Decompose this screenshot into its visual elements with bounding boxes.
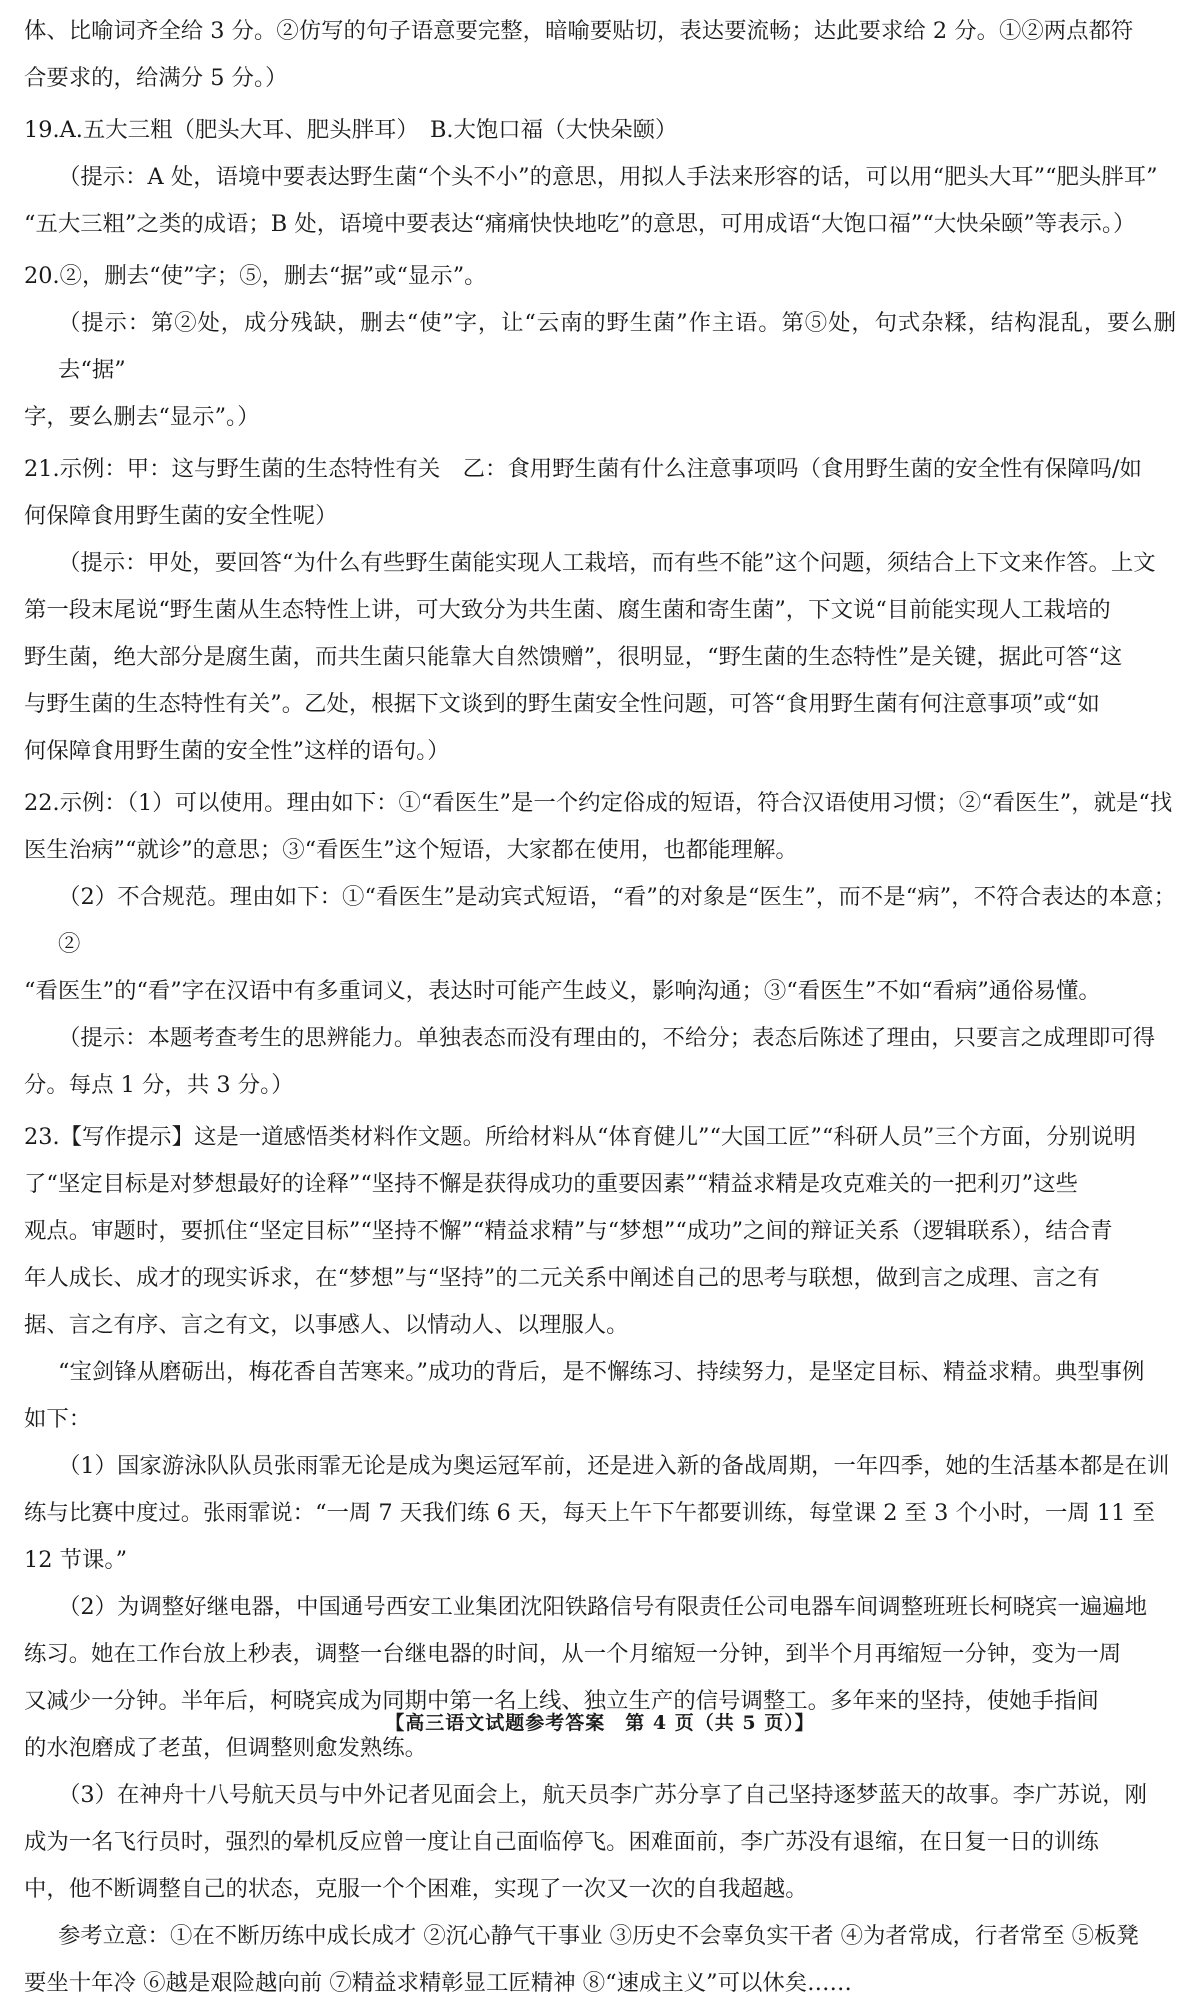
text-line: 12 节课。” xyxy=(24,1547,128,1573)
text-line: 练习。她在工作台放上秒表，调整一台继电器的时间，从一个月缩短一分钟，到半个月再缩短一分钟，变为一周 xyxy=(24,1641,1122,1667)
text-line: 合要求的，给满分 5 分。） xyxy=(24,65,288,91)
answer-22: 22.示例：（1）可以使用。理由如下：①“看医生”是一个约定俗成的短语，符合汉语使用习惯；②“看医生”，就是“找 xyxy=(24,790,1173,816)
text-line: 字，要么删去“显示”。） xyxy=(24,404,260,430)
answer-21: 21.示例：甲：这与野生菌的生态特性有关 乙：食用野生菌有什么注意事项吗（食用野生菌的安全性有保障吗/如 xyxy=(24,456,1142,482)
text-line: 野生菌，绝大部分是腐生菌，而共生菌只能靠大自然馈赠”，很明显，“野生菌的生态特性”是关键，据此可答“这 xyxy=(24,644,1123,670)
text-line: 与野生菌的生态特性有关”。乙处，根据下文谈到的野生菌安全性问题，可答“食用野生菌有何注意事项”或“如 xyxy=(24,691,1100,717)
text-line: 了“坚定目标是对梦想最好的诠释”“坚持不懈是获得成功的重要因素”“精益求精是攻克难关的一把利刃”这些 xyxy=(24,1171,1078,1197)
text-line: 医生治病”“就诊”的意思；③“看医生”这个短语，大家都在使用，也都能理解。 xyxy=(24,837,798,863)
text-line: 观点。审题时，要抓住“坚定目标”“坚持不懈”“精益求精”与“梦想”“成功”之间的辩证关系（逻辑联系），结合青 xyxy=(24,1218,1113,1244)
text-line: （2）为调整好继电器，中国通号西安工业集团沈阳铁路信号有限责任公司电器车间调整班班长柯晓宾一遍遍地 xyxy=(58,1594,1147,1620)
text-line: 分。每点 1 分，共 3 分。） xyxy=(24,1072,294,1098)
text-line: “宝剑锋从磨砺出，梅花香自苦寒来。”成功的背后，是不懈练习、持续努力，是坚定目标、精益求精。典型事例 xyxy=(58,1359,1145,1385)
text-line: （提示：A 处，语境中要表达野生菌“个头不小”的意思，用拟人手法来形容的话，可以用“肥头大耳”“肥头胖耳” xyxy=(58,164,1158,190)
text-line: 练与比赛中度过。张雨霏说：“一周 7 天我们练 6 天，每天上午下午都要训练，每堂课 2 至 3 个小时，一周 11 至 xyxy=(24,1500,1155,1526)
text-line: 参考立意：①在不断历练中成长成才 ②沉心静气干事业 ③历史不会辜负实干者 ④为者常成，行者常至 ⑤板凳 xyxy=(58,1923,1139,1949)
text-line: 如下： xyxy=(24,1406,92,1432)
text-line: 据、言之有序、言之有文，以事感人、以情动人、以理服人。 xyxy=(24,1312,629,1338)
text-line: 何保障食用野生菌的安全性”这样的语句。） xyxy=(24,738,450,764)
text-line: （2）不合规范。理由如下：①“看医生”是动宾式短语，“看”的对象是“医生”，而不是“病”，不符合表达的本意；② xyxy=(58,884,1176,957)
text-line: （1）国家游泳队队员张雨霏无论是成为奥运冠军前，还是进入新的备战周期，一年四季，她的生活基本都是在训 xyxy=(58,1453,1170,1479)
text-line: “看医生”的“看”字在汉语中有多重词义，表达时可能产生歧义，影响沟通；③“看医生”不如“看病”通俗易懂。 xyxy=(24,978,1101,1004)
text-line: 何保障食用野生菌的安全性呢） xyxy=(24,503,338,529)
text-line: 要坐十年冷 ⑥越是艰险越向前 ⑦精益求精彰显工匠精神 ⑧“速成主义”可以休矣…… xyxy=(24,1970,852,1996)
answer-23: 23.【写作提示】这是一道感悟类材料作文题。所给材料从“体育健儿”“大国工匠”“科研人员”三个方面，分别说明 xyxy=(24,1124,1136,1150)
text-line: 年人成长、成才的现实诉求，在“梦想”与“坚持”的二元关系中阐述自己的思考与联想，做到言之成理、言之有 xyxy=(24,1265,1100,1291)
text-line: 成为一名飞行员时，强烈的晕机反应曾一度让自己面临停飞。困难面前，李广苏没有退缩，在日复一日的训练 xyxy=(24,1829,1099,1855)
text-line: 又减少一分钟。半年后，柯晓宾成为同期中第一名上线、独立生产的信号调整工。多年来的坚持，使她手指间 xyxy=(24,1688,1099,1714)
text-line: （3）在神舟十八号航天员与中外记者见面会上，航天员李广苏分享了自己坚持逐梦蓝天的故事。李广苏说，刚 xyxy=(58,1782,1147,1808)
text-line: 第一段末尾说“野生菌从生态特性上讲，可大致分为共生菌、腐生菌和寄生菌”，下文说“目前能实现人工栽培的 xyxy=(24,597,1111,623)
text-line: 中，他不断调整自己的状态，克服一个个困难，实现了一次又一次的自我超越。 xyxy=(24,1876,808,1902)
page-footer: 【高三语文试题参考答案 第 4 页（共 5 页）】 xyxy=(385,1712,815,1734)
text-line: （提示：第②处，成分残缺，删去“使”字，让“云南的野生菌”作主语。第⑤处，句式杂糅，结构混乱，要么删去“据” xyxy=(58,310,1176,383)
answer-19: 19.A.五大三粗（肥头大耳、肥头胖耳） B.大饱口福（大快朵颐） xyxy=(24,117,678,143)
answer-20: 20.②，删去“使”字；⑤，删去“据”或“显示”。 xyxy=(24,263,487,289)
text-line: 体、比喻词齐全给 3 分。②仿写的句子语意要完整，暗喻要贴切，表达要流畅；达此要求给 2 分。①②两点都符 xyxy=(24,18,1134,44)
text-line: （提示：本题考查考生的思辨能力。单独表态而没有理由的，不给分；表态后陈述了理由，只要言之成理即可得 xyxy=(58,1025,1156,1051)
text-line: （提示：甲处，要回答“为什么有些野生菌能实现人工栽培，而有些不能”这个问题，须结合上下文来作答。上文 xyxy=(58,550,1156,576)
text-line: “五大三粗”之类的成语；B 处，语境中要表达“痛痛快快地吃”的意思，可用成语“大饱口福”“大快朵颐”等表示。） xyxy=(24,211,1136,237)
text-line: 的水泡磨成了老茧，但调整则愈发熟练。 xyxy=(24,1735,428,1761)
